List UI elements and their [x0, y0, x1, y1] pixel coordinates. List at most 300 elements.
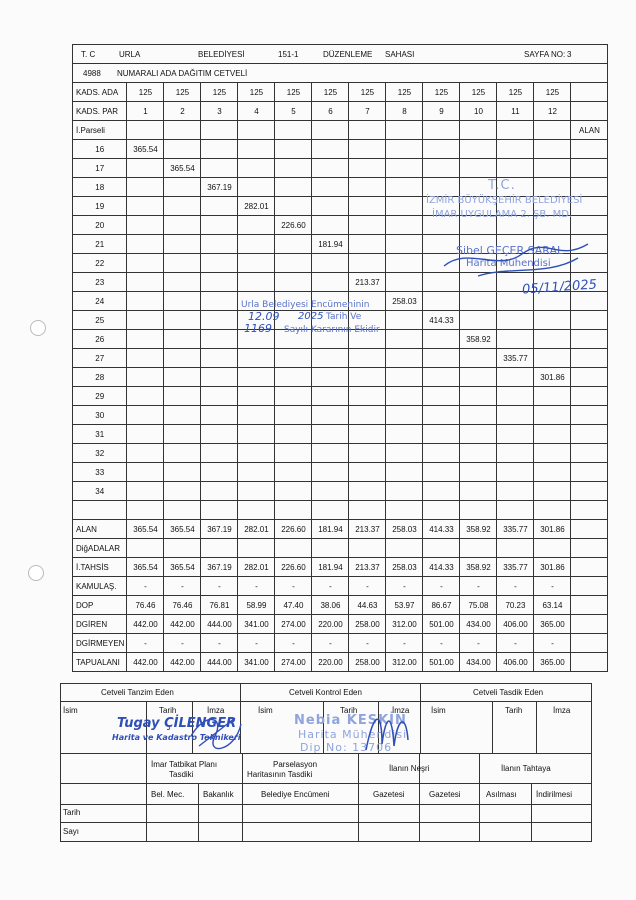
itahsis-row-cell: 282.01 [238, 558, 275, 577]
digadalar-row-cell [423, 539, 460, 558]
parcel-cell: 414.33 [423, 311, 460, 330]
spacer-row [73, 501, 608, 520]
parcel-cell [201, 197, 238, 216]
parcel-cell [349, 463, 386, 482]
parcel-cell [571, 368, 608, 387]
dop-row-cell: 76.46 [127, 596, 164, 615]
parcel-cell [201, 311, 238, 330]
iparseli-cell [164, 121, 201, 140]
dop-row-cell: 86.67 [423, 596, 460, 615]
dgiren-row-cell: 274.00 [275, 615, 312, 634]
parcel-cell [275, 254, 312, 273]
parcel-row [73, 406, 608, 425]
parcel-cell [460, 482, 497, 501]
parcel-cell [460, 292, 497, 311]
parcel-cell [460, 425, 497, 444]
alan-row-label: ALAN [73, 520, 127, 539]
parcel-number: 16 [73, 140, 127, 159]
parcel-cell [386, 406, 423, 425]
isim-label-2: İsim [258, 706, 273, 715]
parcel-cell [386, 197, 423, 216]
parcel-number: 33 [73, 463, 127, 482]
spacer-cell [571, 501, 608, 520]
tasdiki-label: Tasdiki [169, 770, 194, 779]
parcel-cell [497, 444, 534, 463]
parcel-cell [127, 178, 164, 197]
digadalar-row-cell [497, 539, 534, 558]
kads-ada-row-cell: 125 [534, 83, 571, 102]
parcel-cell [571, 425, 608, 444]
itahsis-row-cell [571, 558, 608, 577]
parcel-cell [164, 368, 201, 387]
parcel-cell [275, 425, 312, 444]
spacer-cell [164, 501, 201, 520]
parcel-cell: 181.94 [312, 235, 349, 254]
parcel-row [73, 349, 608, 368]
tarih-label-2: Tarih [340, 706, 358, 715]
header-belediyesi: BELEDİYESİ [198, 50, 245, 59]
alan-row-cell: 358.92 [460, 520, 497, 539]
dgirmeyen-row-label: DGİRMEYEN [73, 634, 127, 653]
dop-row [73, 596, 608, 615]
parcel-cell [460, 463, 497, 482]
parcel-cell [238, 368, 275, 387]
kads-par-row-cell: 7 [349, 102, 386, 121]
parcel-number: 18 [73, 178, 127, 197]
parcel-cell [423, 349, 460, 368]
alan-row-cell: 367.19 [201, 520, 238, 539]
dgiren-row-cell: 258.00 [349, 615, 386, 634]
kads-ada-row-cell: 125 [497, 83, 534, 102]
parcel-cell [127, 273, 164, 292]
encumen-stamp-date: 12.09 [248, 310, 280, 323]
header-municipality: URLA [119, 50, 141, 59]
gazetesi-label-1: Gazetesi [373, 790, 405, 799]
dgiren-row-cell: 434.00 [460, 615, 497, 634]
parcel-row [73, 444, 608, 463]
spacer-cell [275, 501, 312, 520]
parcel-cell [201, 349, 238, 368]
parcel-cell [201, 216, 238, 235]
parcel-number: 32 [73, 444, 127, 463]
parcel-cell: 213.37 [349, 273, 386, 292]
tarih-label-3: Tarih [505, 706, 523, 715]
dgiren-row-cell: 442.00 [127, 615, 164, 634]
tarih-row-label: Tarih [63, 808, 81, 817]
parcel-cell [312, 482, 349, 501]
parcel-cell [497, 463, 534, 482]
parcel-cell: 367.19 [201, 178, 238, 197]
alan-row-cell: 414.33 [423, 520, 460, 539]
izmir-stamp-name: İZMİR BÜYÜKŞEHİR BELEDİYESİ [426, 195, 583, 206]
kads-par-row-cell: 1 [127, 102, 164, 121]
parcel-cell [201, 292, 238, 311]
parcel-cell [164, 292, 201, 311]
dgirmeyen-row-cell: - [497, 634, 534, 653]
kamulas-row-cell: - [312, 577, 349, 596]
alan-row-cell: 365.54 [164, 520, 201, 539]
parcel-number: 28 [73, 368, 127, 387]
parcel-cell [201, 425, 238, 444]
tapualani-row-cell: 274.00 [275, 653, 312, 672]
parcel-cell [312, 444, 349, 463]
parcel-cell [127, 197, 164, 216]
parcel-cell [386, 349, 423, 368]
parcel-cell [386, 273, 423, 292]
parcel-cell [127, 444, 164, 463]
iparseli-cell [386, 121, 423, 140]
parcel-cell [571, 292, 608, 311]
parcel-cell [238, 425, 275, 444]
parcel-cell [460, 140, 497, 159]
kamulas-row-cell: - [238, 577, 275, 596]
parcel-cell [127, 368, 164, 387]
izmir-stamp-unit: İMAR UYGULAMA 2. ŞB. MD. [432, 209, 573, 220]
alan-row-cell: 213.37 [349, 520, 386, 539]
digadalar-row-cell [312, 539, 349, 558]
dgiren-row-cell: 406.00 [497, 615, 534, 634]
parcel-cell [275, 368, 312, 387]
encumen-stamp-line3: Sayılı Kararının Ekidir [284, 325, 380, 335]
kamulas-row-cell: - [127, 577, 164, 596]
parcel-number: 31 [73, 425, 127, 444]
parcel-cell [571, 406, 608, 425]
parcel-cell [164, 235, 201, 254]
parcel-cell [386, 178, 423, 197]
parcel-cell [201, 159, 238, 178]
alan-row [73, 520, 608, 539]
parcel-cell [423, 178, 460, 197]
alan-row-cell: 301.86 [534, 520, 571, 539]
parcel-cell [201, 273, 238, 292]
parcel-cell [201, 235, 238, 254]
kads-ada-row [73, 83, 608, 102]
parcel-cell [497, 368, 534, 387]
dgiren-row-cell: 501.00 [423, 615, 460, 634]
parcel-cell [349, 159, 386, 178]
parcel-cell [497, 406, 534, 425]
parcel-cell [534, 463, 571, 482]
kads-ada-row-cell: 125 [460, 83, 497, 102]
parcel-cell [349, 197, 386, 216]
parcel-cell [312, 349, 349, 368]
parcel-cell [275, 159, 312, 178]
spacer-cell [386, 501, 423, 520]
iparseli-cell [201, 121, 238, 140]
parcel-cell [386, 330, 423, 349]
kamulas-row-cell: - [164, 577, 201, 596]
parcel-cell [127, 406, 164, 425]
dgirmeyen-row-cell: - [275, 634, 312, 653]
alan-row-cell: 365.54 [127, 520, 164, 539]
parcel-cell [164, 482, 201, 501]
alan-row-cell: 258.03 [386, 520, 423, 539]
tapualani-row-cell: 444.00 [201, 653, 238, 672]
parcel-row [73, 159, 608, 178]
encumen-stamp-line2: Tarih Ve [326, 312, 362, 322]
parcel-cell [386, 216, 423, 235]
parcel-cell [423, 159, 460, 178]
imar-tatbikat-label: İmar Tatbikat Planı [151, 760, 218, 769]
parcel-cell [312, 254, 349, 273]
header-row-2 [73, 64, 608, 83]
tanzim-label: Cetveli Tanzim Eden [101, 688, 174, 697]
digadalar-row-cell [127, 539, 164, 558]
parcel-cell [275, 387, 312, 406]
itahsis-row-cell: 226.60 [275, 558, 312, 577]
ada-number: 4988 [83, 69, 101, 78]
kontrol-label: Cetveli Kontrol Eden [289, 688, 362, 697]
title-cell [73, 64, 608, 83]
kamulas-row-cell: - [497, 577, 534, 596]
dop-row-cell: 63.14 [534, 596, 571, 615]
sibel-stamp-title: Harita Mühendisi [466, 258, 551, 269]
parcel-cell [127, 425, 164, 444]
alan-row-cell [571, 520, 608, 539]
parcel-cell: 226.60 [275, 216, 312, 235]
dop-row-cell: 47.40 [275, 596, 312, 615]
parcel-cell [571, 482, 608, 501]
kads-ada-row-cell: 125 [423, 83, 460, 102]
parcel-cell [312, 406, 349, 425]
parcel-cell [349, 368, 386, 387]
kads-ada-row-cell: 125 [349, 83, 386, 102]
parcel-number: 22 [73, 254, 127, 273]
digadalar-row-cell [460, 539, 497, 558]
parcel-cell [534, 444, 571, 463]
parcel-cell [349, 216, 386, 235]
parcel-cell [275, 482, 312, 501]
parcel-cell [571, 330, 608, 349]
parcel-cell [275, 349, 312, 368]
digadalar-row-cell [238, 539, 275, 558]
header-row-1 [73, 45, 608, 64]
parcel-cell: 301.86 [534, 368, 571, 387]
dgirmeyen-row-cell: - [460, 634, 497, 653]
spacer-cell [312, 501, 349, 520]
asilmasi-label: Asılması [486, 790, 517, 799]
kamulas-row-cell: - [349, 577, 386, 596]
kamulas-row-cell: - [460, 577, 497, 596]
parcel-cell [423, 444, 460, 463]
kads-par-row-cell: 5 [275, 102, 312, 121]
parcel-number: 27 [73, 349, 127, 368]
parcel-cell [201, 368, 238, 387]
parcel-cell [312, 273, 349, 292]
parcel-cell [127, 463, 164, 482]
parcel-number: 30 [73, 406, 127, 425]
parcel-cell [312, 159, 349, 178]
kads-ada-row-cell: 125 [275, 83, 312, 102]
parcel-cell [534, 387, 571, 406]
parcel-cell [238, 216, 275, 235]
parcel-cell [275, 444, 312, 463]
iparseli-cell [534, 121, 571, 140]
parcel-row [73, 368, 608, 387]
itahsis-row [73, 558, 608, 577]
parcel-cell [275, 140, 312, 159]
digadalar-row-label: DiğADALAR [73, 539, 127, 558]
tarih-label-1: Tarih [159, 706, 177, 715]
dgiren-row-cell: 365.00 [534, 615, 571, 634]
ilanin-tahtaya-label: İlanın Tahtaya [501, 764, 551, 773]
iparseli-cell [460, 121, 497, 140]
tapualani-row-cell: 341.00 [238, 653, 275, 672]
parcel-number: 17 [73, 159, 127, 178]
isim-label-1: İsim [63, 706, 78, 715]
parcel-row [73, 425, 608, 444]
parcel-cell [571, 178, 608, 197]
parcel-cell [238, 349, 275, 368]
parcel-cell [534, 178, 571, 197]
parcel-row [73, 463, 608, 482]
parcel-cell [312, 463, 349, 482]
parcel-cell [534, 349, 571, 368]
bel-mec-label: Bel. Mec. [151, 790, 185, 799]
parcel-cell [460, 444, 497, 463]
belediye-encumeni-label: Belediye Encümeni [261, 790, 330, 799]
encumen-stamp-no: 1169 [244, 322, 272, 335]
parcel-cell [201, 254, 238, 273]
kads-par-row-cell: 11 [497, 102, 534, 121]
dgirmeyen-row-cell: - [164, 634, 201, 653]
parcel-cell [571, 444, 608, 463]
parcel-number: 21 [73, 235, 127, 254]
itahsis-row-cell: 367.19 [201, 558, 238, 577]
parcel-number: 26 [73, 330, 127, 349]
parcel-cell [201, 330, 238, 349]
spacer-cell [349, 501, 386, 520]
iparseli-cell [238, 121, 275, 140]
kads-ada-row-cell [571, 83, 608, 102]
dop-row-cell: 58.99 [238, 596, 275, 615]
parcel-cell [127, 482, 164, 501]
nebia-signature [356, 700, 416, 756]
parcel-cell [312, 387, 349, 406]
parcel-cell [497, 140, 534, 159]
digadalar-row-cell [534, 539, 571, 558]
parcel-cell [164, 444, 201, 463]
parcel-cell [164, 311, 201, 330]
parcel-cell [349, 482, 386, 501]
tapualani-row-cell: 365.00 [534, 653, 571, 672]
parcel-number: 34 [73, 482, 127, 501]
parcel-number: 25 [73, 311, 127, 330]
imza-label-2: İmza [392, 706, 410, 715]
parcel-cell: 365.54 [127, 140, 164, 159]
parcel-cell [127, 387, 164, 406]
parcel-cell [164, 425, 201, 444]
parcel-cell [312, 178, 349, 197]
parcel-cell [238, 254, 275, 273]
digadalar-row-cell [275, 539, 312, 558]
parcel-cell [275, 197, 312, 216]
header-duzenleme: DÜZENLEME [323, 50, 373, 59]
parcel-cell [238, 406, 275, 425]
parcel-cell [275, 406, 312, 425]
parcel-cell [386, 387, 423, 406]
parcel-cell [423, 406, 460, 425]
spacer-cell [73, 501, 127, 520]
parcel-cell [127, 216, 164, 235]
alan-row-cell: 226.60 [275, 520, 312, 539]
parcel-cell [275, 235, 312, 254]
parcel-cell [349, 349, 386, 368]
digadalar-row-cell [386, 539, 423, 558]
dop-row-cell: 76.81 [201, 596, 238, 615]
itahsis-row-cell: 181.94 [312, 558, 349, 577]
izmir-stamp-tc: T.C. [488, 178, 516, 193]
dgirmeyen-row-cell [571, 634, 608, 653]
parcel-cell [164, 330, 201, 349]
header-cell [73, 45, 608, 64]
parcel-cell [460, 349, 497, 368]
approval-section [60, 683, 592, 842]
parcel-cell [238, 273, 275, 292]
alan-header: ALAN [571, 121, 608, 140]
dgiren-row-cell: 312.00 [386, 615, 423, 634]
kads-par-row-cell: 2 [164, 102, 201, 121]
parcel-cell [349, 406, 386, 425]
parcel-cell [460, 387, 497, 406]
itahsis-row-cell: 365.54 [164, 558, 201, 577]
parcel-cell [534, 425, 571, 444]
dgirmeyen-row-cell: - [238, 634, 275, 653]
parcel-row [73, 178, 608, 197]
spacer-cell [423, 501, 460, 520]
parcel-cell [386, 425, 423, 444]
punch-hole-top [30, 320, 46, 336]
tapualani-row-cell: 406.00 [497, 653, 534, 672]
dgirmeyen-row-cell: - [312, 634, 349, 653]
parcel-cell [386, 482, 423, 501]
parcel-cell [349, 444, 386, 463]
tapualani-row-cell: 220.00 [312, 653, 349, 672]
itahsis-row-cell: 414.33 [423, 558, 460, 577]
tugay-stamp-name: Tugay ÇİLENGER [117, 716, 237, 731]
spacer-cell [497, 501, 534, 520]
parcel-cell [571, 349, 608, 368]
parcel-number: 19 [73, 197, 127, 216]
parcel-cell [275, 178, 312, 197]
kamulas-row [73, 577, 608, 596]
kads-ada-row-cell: 125 [386, 83, 423, 102]
kads-ada-row-cell: 125 [238, 83, 275, 102]
parcel-cell [164, 216, 201, 235]
parcel-cell [164, 140, 201, 159]
tapualani-row-cell: 442.00 [164, 653, 201, 672]
tapualani-row-label: TAPUALANI [73, 653, 127, 672]
parcel-cell [497, 482, 534, 501]
parcel-cell [164, 254, 201, 273]
alan-row-cell: 181.94 [312, 520, 349, 539]
handwritten-date: 05/11/2025 [521, 277, 598, 298]
parcel-cell [349, 235, 386, 254]
iparseli-cell [312, 121, 349, 140]
parcel-cell [201, 387, 238, 406]
spacer-cell [201, 501, 238, 520]
encumen-stamp-line1: Urla Belediyesi Encümeninin [241, 300, 370, 310]
parcel-cell [423, 425, 460, 444]
parcel-cell [571, 463, 608, 482]
parcel-cell [534, 159, 571, 178]
nebia-stamp-name: Nebia KESKİN [294, 713, 407, 728]
kads-ada-row-cell: 125 [127, 83, 164, 102]
parcel-cell [238, 444, 275, 463]
parcel-cell [460, 406, 497, 425]
dop-row-cell: 38.06 [312, 596, 349, 615]
parcel-cell [312, 197, 349, 216]
